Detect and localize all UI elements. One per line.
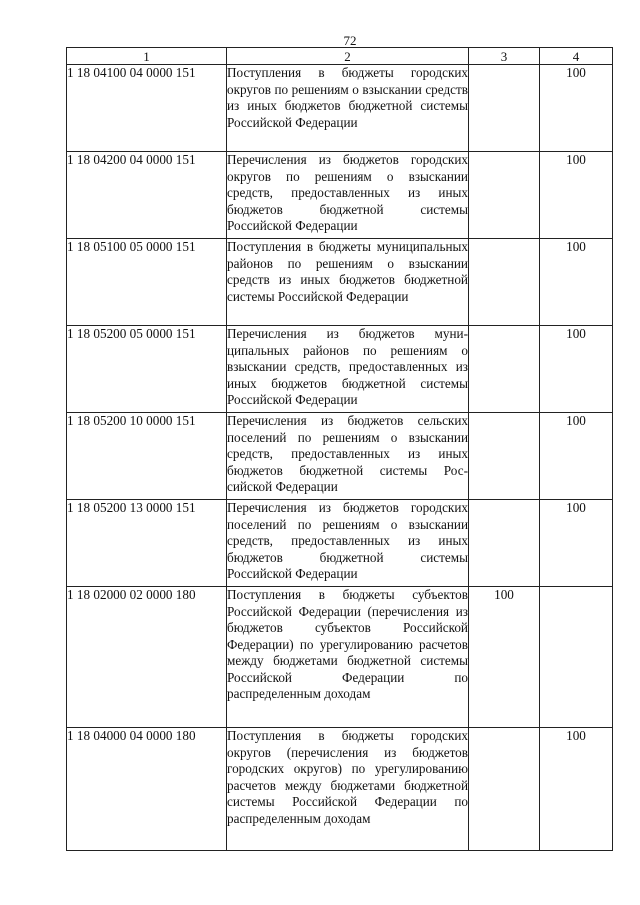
col3-cell: 100 (469, 587, 540, 728)
page-number: 72 (343, 33, 357, 48)
description-cell: Перечисления из бюджетов муниципальных районов по решениям о взыскании средств, предоставленных из иных бюджетов бюджетной системы Российской Федерации (227, 326, 469, 413)
header-col-4: 4 (540, 48, 613, 65)
col3-cell (469, 728, 540, 851)
code-cell: 1 18 04100 04 0000 151 (67, 65, 227, 152)
table-row (67, 152, 613, 239)
table-row (67, 326, 613, 413)
col3-cell (469, 500, 540, 587)
header-row (67, 48, 613, 65)
table-row (67, 587, 613, 728)
code-cell: 1 18 05200 13 0000 151 (67, 500, 227, 587)
budget-classification-table (66, 47, 613, 851)
description-cell: Перечисления из бюджетов городских округов по решениям о взыскании средств, предоставленных из иных бюджетов бюджетной системы Российской Федерации (227, 152, 469, 239)
description-cell: Поступления в бюджеты субъектов Российской Федерации (перечисления из бюджетов субъектов Российской Федерации) по урегулированию расчетов между бюджетами бюджетной системы Российской Федерации по распределенным доходам (227, 587, 469, 728)
col4-cell: 100 (540, 500, 613, 587)
header-col-3: 3 (469, 48, 540, 65)
code-cell: 1 18 04000 04 0000 180 (67, 728, 227, 851)
description-cell: Перечисления из бюджетов городских поселений по решениям о взыскании средств, предоставленных из иных бюджетов бюджетной системы Российской Федерации (227, 500, 469, 587)
col3-cell (469, 239, 540, 326)
code-cell: 1 18 05200 05 0000 151 (67, 326, 227, 413)
col3-cell (469, 326, 540, 413)
table-row (67, 500, 613, 587)
description-cell: Перечисления из бюджетов сельских поселений по решениям о взыскании средств, предоставленных из иных бюджетов бюджетной системы Российской Федерации (227, 413, 469, 500)
description-cell: Поступления в бюджеты муниципальных районов по решениям о взыскании средств из иных бюджетов бюджетной системы Российской Федерации (227, 239, 469, 326)
col4-cell: 100 (540, 728, 613, 851)
col4-cell: 100 (540, 326, 613, 413)
col3-cell (469, 152, 540, 239)
col3-cell (469, 65, 540, 152)
col4-cell: 100 (540, 413, 613, 500)
col4-cell: 100 (540, 239, 613, 326)
code-cell: 1 18 02000 02 0000 180 (67, 587, 227, 728)
table-row (67, 65, 613, 152)
description-cell: Поступления в бюджеты городских округов по решениям о взыскании средств из иных бюджетов бюджетной системы Российской Федерации (227, 65, 469, 152)
header-col-1: 1 (67, 48, 227, 65)
description-cell: Поступления в бюджеты городских округов (перечисления из бюджетов городских округов) по урегулированию расчетов между бюджетами бюджетной системы Российской Федерации по распределенным доходам (227, 728, 469, 851)
table-row (67, 239, 613, 326)
table-row (67, 413, 613, 500)
col4-cell: 100 (540, 65, 613, 152)
col3-cell (469, 413, 540, 500)
table-row (67, 728, 613, 851)
col4-cell: 100 (540, 152, 613, 239)
header-col-2: 2 (227, 48, 469, 65)
code-cell: 1 18 05100 05 0000 151 (67, 239, 227, 326)
col4-cell (540, 587, 613, 728)
code-cell: 1 18 05200 10 0000 151 (67, 413, 227, 500)
code-cell: 1 18 04200 04 0000 151 (67, 152, 227, 239)
